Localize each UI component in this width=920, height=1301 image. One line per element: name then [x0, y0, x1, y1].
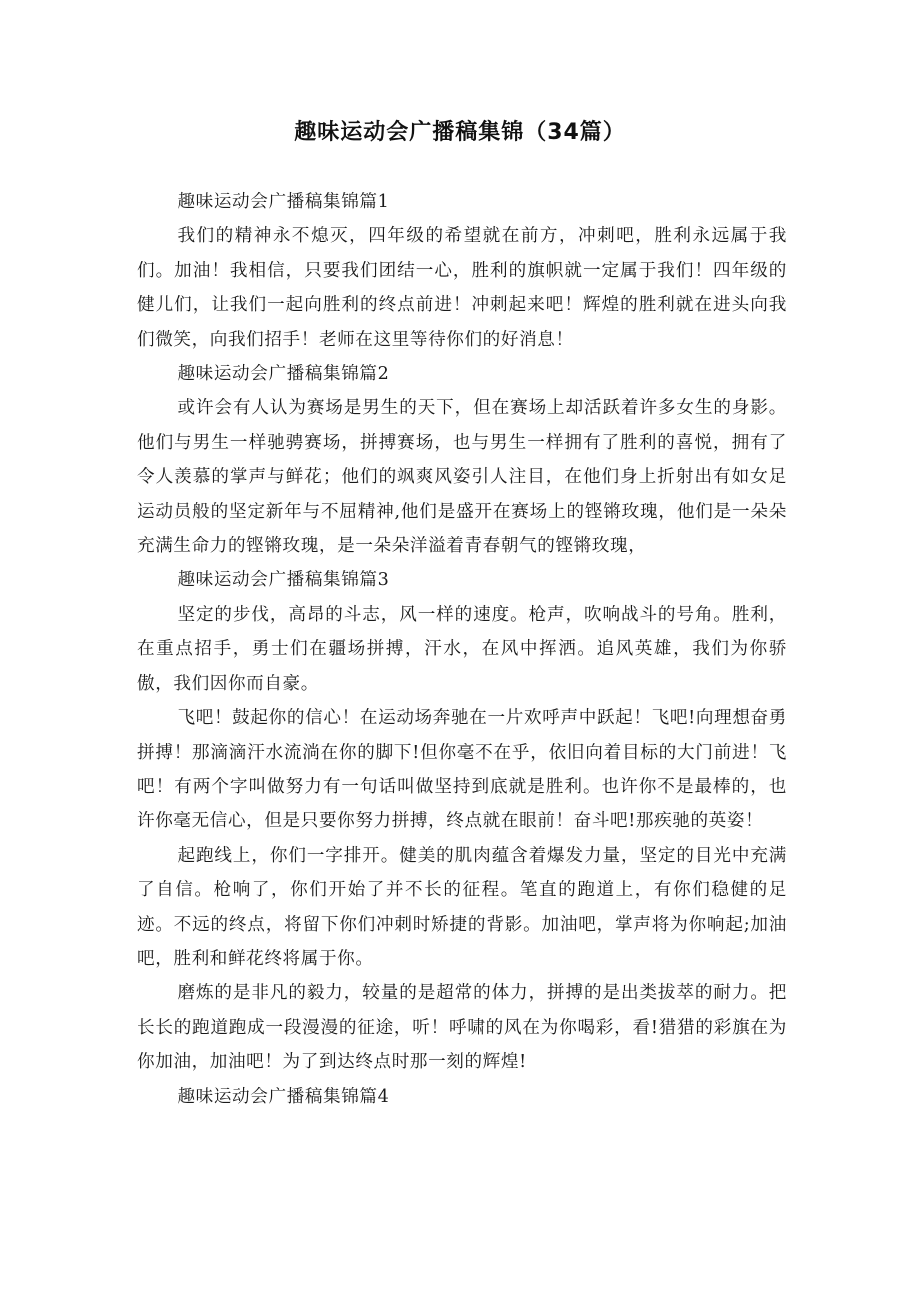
paragraph: 我们的精神永不熄灭，四年级的希望就在前方，冲刺吧，胜利永远属于我们。加油！我相信，只要我们团结一心，胜利的旗帜就一定属于我们！四年级的健儿们，让我们一起向胜利的终点前进！冲刺起来吧！辉煌的胜利就在进头向我们微笑，向我们招手！老师在这里等待你们的好消息！ — [137, 226, 787, 350]
paragraph: 或许会有人认为赛场是男生的天下，但在赛场上却活跃着许多女生的身影。他们与男生一样驰骋赛场，拼搏赛场，也与男生一样拥有了胜利的喜悦，拥有了令人羡慕的掌声与鲜花；他们的飒爽风姿引人注目，在他们身上折射出有如女足运动员般的坚定新年与不屈精神,他们是盛开在赛场上的铿锵玫瑰，他们是一朵朵充满生命力的铿锵玫瑰，是一朵朵洋溢着青春朝气的铿锵玫瑰， — [137, 398, 787, 557]
section-heading: 趣味运动会广播稿集锦篇4 — [177, 1086, 390, 1107]
document-title: 趣味运动会广播稿集锦（34篇） — [294, 120, 626, 145]
paragraph: 坚定的步伐，高昂的斗志，风一样的速度。枪声，吹响战斗的号角。胜利，在重点招手，勇士们在疆场拼搏，汗水，在风中挥洒。追风英雄，我们为你骄傲，我们因你而自豪。 — [137, 604, 787, 694]
section-heading: 趣味运动会广播稿集锦篇2 — [177, 364, 390, 385]
section-heading: 趣味运动会广播稿集锦篇3 — [177, 570, 390, 591]
document-body — [137, 185, 787, 1114]
section-heading: 趣味运动会广播稿集锦篇1 — [177, 192, 390, 212]
paragraph: 飞吧！鼓起你的信心！在运动场奔驰在一片欢呼声中跃起！飞吧!向理想奋勇拼搏！那滴滴汗水流淌在你的脚下!但你毫不在乎，依旧向着目标的大门前进！飞吧！有两个字叫做努力有一句话叫做坚持到底就是胜利。也许你不是最棒的，也许你毫无信心，但是只要你努力拼搏，终点就在眼前！奋斗吧!那疾驰的英姿！ — [137, 708, 787, 832]
paragraph: 起跑线上，你们一字排开。健美的肌肉蕴含着爆发力量，坚定的目光中充满了自信。枪响了，你们开始了并不长的征程。笔直的跑道上，有你们稳健的足迹。不远的终点，将留下你们冲刺时矫捷的背影。加油吧，掌声将为你响起;加油吧，胜利和鲜花终将属于你。 — [137, 845, 787, 969]
paragraph: 磨炼的是非凡的毅力，较量的是超常的体力，拼搏的是出类拔萃的耐力。把长长的跑道跑成一段漫漫的征途，听！呼啸的风在为你喝彩，看!猎猎的彩旗在为你加油，加油吧！为了到达终点时那一刻的辉煌! — [137, 983, 787, 1073]
